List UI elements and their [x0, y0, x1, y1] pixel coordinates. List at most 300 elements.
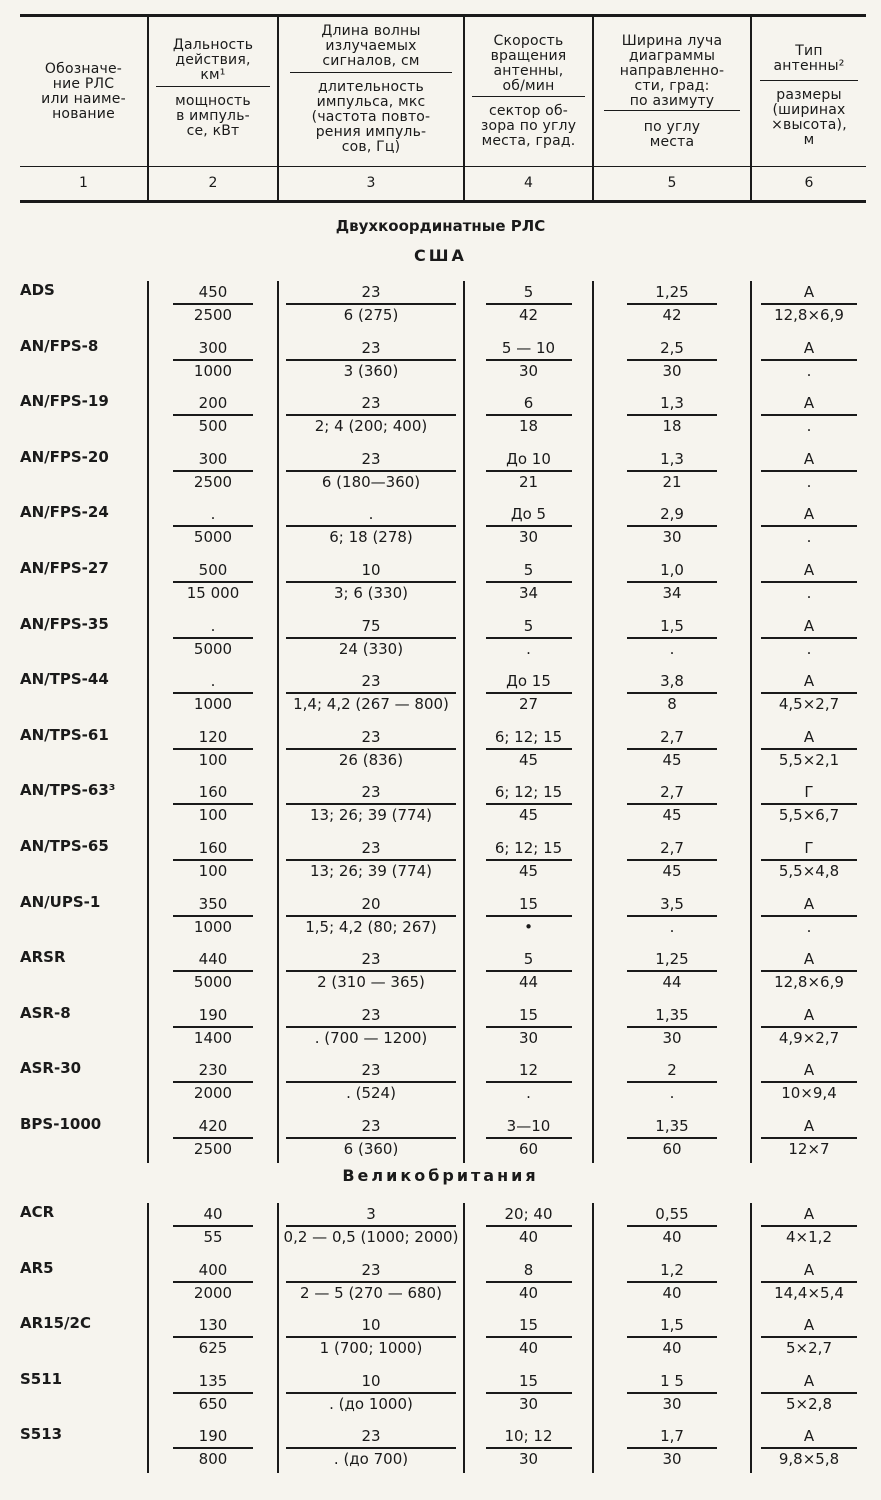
fraction-cell-c3: [279, 503, 463, 546]
header-col2-bot: мощность в импуль- се, кВт: [175, 93, 251, 139]
cell-denominator: 10×9,4: [781, 1084, 837, 1103]
fraction-cell-c4: [465, 337, 592, 380]
fraction-cell-c5: [594, 1259, 750, 1302]
fraction-cell-c5: [594, 337, 750, 380]
cell-denominator: 1000: [193, 361, 233, 380]
cell-numerator: А: [803, 449, 815, 468]
cell-denominator: 40: [518, 1339, 539, 1358]
fraction-cell-c2: [149, 503, 277, 546]
cell-denominator: 6; 18 (278): [329, 528, 413, 547]
radar-name: AR5: [20, 1258, 54, 1277]
cell-denominator: . (524): [346, 1084, 396, 1103]
table-row: [0, 837, 881, 893]
cell-denominator: 4,9×2,7: [778, 1028, 840, 1047]
header-col6: [752, 44, 866, 74]
cell-denominator: 30: [662, 361, 682, 380]
fraction-cell-c6: [752, 281, 866, 324]
radar-name: AN/FPS-20: [20, 447, 109, 466]
cell-numerator: 160: [198, 839, 228, 857]
cell-numerator: 190: [198, 1427, 228, 1446]
cell-denominator: 13; 26; 39 (774): [309, 862, 432, 880]
fraction-cell-c2: [149, 281, 277, 324]
fraction-cell-c4: [465, 615, 592, 658]
cell-numerator: 23: [361, 950, 381, 969]
cell-numerator: 1,3: [660, 449, 684, 468]
header-col3-bottom: [279, 80, 463, 155]
header-col5-bottom: [594, 120, 750, 150]
cell-denominator: 40: [518, 1228, 539, 1246]
fraction-cell-c4: [465, 948, 592, 991]
fraction-cell-c5: [594, 559, 750, 602]
fraction-cell-c3: [279, 1425, 463, 1468]
cell-denominator: 12×7: [788, 1140, 830, 1158]
cell-denominator: 5×2,7: [786, 1339, 832, 1358]
cell-numerator: 10: [361, 561, 381, 579]
section-title: Двухкоординатные РЛС: [335, 217, 546, 235]
cell-numerator: 400: [198, 1260, 228, 1279]
cell-numerator: А: [803, 894, 815, 913]
cell-numerator: 5: [523, 283, 534, 301]
cell-denominator: 40: [518, 1283, 539, 1302]
cell-numerator: .: [210, 505, 216, 524]
cell-denominator: •: [524, 917, 533, 936]
cell-denominator: 2 — 5 (270 — 680): [300, 1283, 442, 1302]
fraction-cell-c3: [279, 281, 463, 324]
cell-numerator: 5: [523, 616, 534, 635]
cell-numerator: А: [803, 394, 815, 413]
cell-numerator: До 10: [506, 449, 551, 468]
table-row: [0, 448, 881, 504]
fraction-cell-c6: [752, 1203, 866, 1246]
fraction-cell-c5: [594, 893, 750, 936]
cell-denominator: 1 (700; 1000): [319, 1339, 423, 1358]
fraction-cell-c2: [149, 559, 277, 602]
cell-denominator: .: [669, 639, 675, 658]
cell-denominator: 9,8×5,8: [778, 1450, 840, 1469]
cell-numerator: 300: [198, 338, 228, 357]
fraction-cell-c4: [465, 837, 592, 880]
radar-name: AN/FPS-27: [20, 559, 109, 577]
header-col6-bot: размеры (ширинах ×высота), м: [771, 87, 847, 148]
fraction-cell-c3: [279, 1004, 463, 1047]
fraction-cell-c6: [752, 1314, 866, 1357]
fraction-cell-c3: [279, 1059, 463, 1102]
cell-numerator: 2: [667, 1061, 677, 1080]
cell-denominator: 1,4; 4,2 (267 — 800): [293, 695, 449, 714]
header-col3-divider: [290, 72, 452, 73]
radar-name: ARSR: [20, 948, 66, 967]
header-col4-bot: сектор об- зора по углу места, град.: [480, 103, 577, 149]
fraction-cell-c5: [594, 1203, 750, 1246]
fraction-cell-c4: [465, 670, 592, 713]
cell-denominator: 6 (180—360): [321, 472, 421, 491]
cell-denominator: 2500: [193, 1140, 233, 1158]
cell-denominator: 13; 26; 39 (774): [309, 806, 432, 825]
cell-denominator: 26 (836): [338, 750, 404, 769]
cell-numerator: .: [210, 672, 216, 691]
fraction-cell-c2: [149, 893, 277, 936]
header-number: 2: [208, 175, 218, 191]
fraction-cell-c5: [594, 1425, 750, 1468]
cell-denominator: .: [806, 361, 812, 380]
fraction-cell-c4: [465, 1203, 592, 1246]
cell-denominator: 1000: [193, 917, 233, 936]
cell-denominator: 0,2 — 0,5 (1000; 2000): [283, 1228, 459, 1246]
cell-denominator: 14,4×5,4: [774, 1283, 844, 1302]
header-number: 3: [366, 175, 376, 191]
cell-numerator: 23: [361, 338, 381, 357]
cell-denominator: 4×1,2: [786, 1228, 832, 1246]
fraction-cell-c6: [752, 1370, 866, 1413]
fraction-cell-c2: [149, 448, 277, 491]
fraction-cell-c2: [149, 337, 277, 380]
cell-numerator: 2,7: [660, 727, 684, 746]
cell-numerator: 5 — 10: [501, 338, 556, 357]
cell-numerator: 130: [198, 1316, 228, 1335]
cell-denominator: 45: [662, 806, 682, 825]
cell-numerator: 23: [361, 1260, 381, 1279]
cell-numerator: 2,9: [660, 505, 684, 524]
radar-name: AN/FPS-19: [20, 392, 109, 411]
fraction-cell-c2: [149, 1425, 277, 1468]
radar-name: AN/TPS-63³: [20, 781, 116, 800]
fraction-cell-c4: [465, 281, 592, 324]
fraction-cell-c3: [279, 1370, 463, 1413]
cell-numerator: 23: [361, 783, 381, 802]
fraction-cell-c6: [752, 448, 866, 491]
cell-numerator: До 5: [510, 505, 547, 524]
table-row: [0, 1115, 881, 1171]
cell-denominator: 30: [662, 528, 682, 547]
cell-numerator: А: [803, 950, 815, 969]
cell-denominator: 24 (330): [338, 639, 404, 658]
header-col2: [149, 38, 277, 83]
cell-numerator: 5: [523, 950, 534, 969]
cell-denominator: 21: [662, 472, 682, 491]
fraction-cell-c6: [752, 559, 866, 602]
cell-denominator: 4,5×2,7: [778, 695, 840, 714]
fraction-cell-c5: [594, 837, 750, 880]
fraction-cell-c5: [594, 448, 750, 491]
fraction-cell-c3: [279, 448, 463, 491]
fraction-cell-c4: [465, 559, 592, 602]
cell-numerator: 0,55: [655, 1205, 689, 1223]
cell-denominator: .: [806, 917, 812, 936]
cell-denominator: 21: [518, 472, 539, 491]
cell-denominator: 30: [662, 1028, 682, 1047]
cell-numerator: 1,5: [660, 616, 684, 635]
table-row: [0, 337, 881, 393]
cell-denominator: 40: [662, 1283, 682, 1302]
cell-numerator: 75: [361, 616, 381, 635]
cell-numerator: 3—10: [506, 1117, 551, 1135]
cell-numerator: А: [803, 1205, 815, 1223]
fraction-cell-c6: [752, 1425, 866, 1468]
header-col2-top: Дальность действия, км¹: [172, 37, 254, 83]
cell-denominator: 5000: [193, 528, 233, 547]
table-row: [0, 1425, 881, 1481]
cell-numerator: 450: [198, 283, 228, 301]
cell-numerator: 12: [518, 1061, 539, 1080]
cell-denominator: 2; 4 (200; 400): [314, 417, 428, 436]
cell-numerator: 420: [198, 1117, 228, 1135]
cell-denominator: 2000: [193, 1283, 233, 1302]
fraction-cell-c4: [465, 1115, 592, 1158]
cell-denominator: 45: [662, 862, 682, 880]
cell-numerator: 6; 12; 15: [494, 727, 563, 746]
fraction-cell-c5: [594, 1059, 750, 1102]
fraction-cell-c5: [594, 1115, 750, 1158]
radar-name: ACR: [20, 1203, 55, 1221]
table-row: [0, 1203, 881, 1259]
header-number: 5: [667, 175, 677, 191]
cell-denominator: 8: [667, 695, 677, 714]
cell-denominator: 55: [203, 1228, 223, 1246]
fraction-cell-c3: [279, 1314, 463, 1357]
table-row: [0, 559, 881, 615]
cell-denominator: 5,5×2,1: [778, 750, 840, 769]
cell-numerator: 500: [198, 561, 228, 579]
fraction-cell-c6: [752, 948, 866, 991]
cell-numerator: .: [368, 505, 374, 524]
fraction-cell-c4: [465, 392, 592, 435]
cell-denominator: 15 000: [186, 584, 240, 602]
fraction-cell-c3: [279, 559, 463, 602]
cell-numerator: 120: [198, 727, 228, 746]
radar-name: AN/FPS-8: [20, 336, 99, 355]
radar-name: AN/TPS-65: [20, 837, 109, 855]
cell-denominator: 18: [662, 417, 682, 436]
cell-denominator: 44: [518, 973, 539, 992]
cell-denominator: 3 (360): [343, 361, 399, 380]
cell-denominator: . (до 1000): [329, 1394, 413, 1413]
cell-denominator: 30: [662, 1394, 682, 1413]
cell-denominator: 42: [518, 306, 539, 324]
header-number: 4: [524, 175, 533, 191]
header-col2-divider: [156, 86, 270, 87]
cell-numerator: 23: [361, 1061, 381, 1080]
table-row: [0, 281, 881, 337]
cell-denominator: 40: [662, 1228, 682, 1246]
cell-denominator: 30: [518, 1028, 539, 1047]
fraction-cell-c6: [752, 392, 866, 435]
cell-denominator: 45: [518, 862, 539, 880]
cell-numerator: 23: [361, 1005, 381, 1024]
cell-denominator: 30: [518, 361, 539, 380]
cell-denominator: .: [806, 472, 812, 491]
header-col2-bottom: [149, 94, 277, 139]
fraction-cell-c2: [149, 948, 277, 991]
fraction-cell-c3: [279, 837, 463, 880]
cell-numerator: 23: [361, 727, 381, 746]
header-col5: [594, 34, 750, 109]
cell-numerator: 6: [523, 394, 534, 413]
radar-name: AN/UPS-1: [20, 892, 101, 911]
header-col6-divider: [760, 80, 858, 81]
cell-numerator: 3,8: [660, 672, 684, 691]
cell-denominator: 45: [662, 750, 682, 769]
radar-name: ADS: [20, 281, 55, 299]
cell-denominator: .: [806, 639, 812, 658]
cell-numerator: 10: [361, 1371, 381, 1390]
fraction-cell-c4: [465, 448, 592, 491]
fraction-cell-c6: [752, 893, 866, 936]
cell-denominator: 6 (360): [343, 1140, 399, 1158]
fraction-cell-c2: [149, 1203, 277, 1246]
fraction-cell-c5: [594, 615, 750, 658]
header-col5-top: Ширина луча диаграммы направленно- сти, град: по азимуту: [619, 33, 725, 109]
fraction-cell-c3: [279, 1259, 463, 1302]
cell-numerator: А: [803, 1260, 815, 1279]
header-col4-top: Скорость вращения антенны, об/мин: [490, 33, 567, 94]
cell-numerator: Г: [804, 783, 814, 802]
cell-denominator: 5×2,8: [786, 1394, 832, 1413]
cell-numerator: 23: [361, 1427, 381, 1446]
fraction-cell-c4: [465, 1370, 592, 1413]
table-row: [0, 1004, 881, 1060]
cell-numerator: 230: [198, 1061, 228, 1080]
fraction-cell-c6: [752, 1259, 866, 1302]
cell-denominator: 30: [518, 1450, 539, 1469]
fraction-cell-c5: [594, 1004, 750, 1047]
fraction-cell-c5: [594, 948, 750, 991]
cell-denominator: 800: [198, 1450, 228, 1469]
cell-denominator: 1000: [193, 695, 233, 714]
cell-denominator: . (700 — 1200): [314, 1028, 428, 1047]
cell-numerator: А: [803, 1316, 815, 1335]
cell-numerator: 1,3: [660, 394, 684, 413]
cell-denominator: 1400: [193, 1028, 233, 1047]
cell-denominator: 45: [518, 750, 539, 769]
table-row: [0, 781, 881, 837]
fraction-cell-c3: [279, 337, 463, 380]
table-row: [0, 1370, 881, 1426]
cell-denominator: .: [806, 584, 812, 602]
cell-denominator: 34: [518, 584, 539, 602]
cell-denominator: 5,5×6,7: [778, 806, 840, 825]
fraction-cell-c4: [465, 893, 592, 936]
cell-numerator: А: [803, 505, 815, 524]
cell-numerator: 3,5: [660, 894, 684, 913]
fraction-cell-c6: [752, 615, 866, 658]
country-heading: Великобритания: [342, 1166, 539, 1185]
cell-denominator: 30: [518, 528, 539, 547]
cell-numerator: А: [803, 1117, 815, 1135]
radar-name: ASR-8: [20, 1003, 71, 1022]
fraction-cell-c2: [149, 837, 277, 880]
cell-numerator: А: [803, 672, 815, 691]
cell-numerator: 2,7: [660, 783, 684, 802]
cell-numerator: 135: [198, 1371, 228, 1390]
fraction-cell-c4: [465, 726, 592, 769]
cell-denominator: 1,5; 4,2 (80; 267): [305, 917, 437, 936]
cell-denominator: . (до 700): [333, 1450, 409, 1469]
fraction-cell-c3: [279, 1115, 463, 1158]
fraction-cell-c3: [279, 615, 463, 658]
fraction-cell-c5: [594, 670, 750, 713]
cell-denominator: 100: [198, 806, 228, 825]
cell-denominator: 5000: [193, 639, 233, 658]
table-row: [0, 503, 881, 559]
cell-numerator: 1,7: [660, 1427, 684, 1446]
cell-denominator: 60: [662, 1140, 682, 1158]
cell-numerator: 1,25: [655, 950, 689, 969]
fraction-cell-c4: [465, 1004, 592, 1047]
fraction-cell-c2: [149, 615, 277, 658]
cell-numerator: 1,35: [655, 1117, 689, 1135]
cell-numerator: 10; 12: [504, 1427, 553, 1446]
cell-numerator: 300: [198, 449, 228, 468]
radar-name: AN/FPS-35: [20, 614, 109, 633]
cell-denominator: 3; 6 (330): [333, 584, 408, 602]
fraction-cell-c4: [465, 1425, 592, 1468]
cell-numerator: 23: [361, 672, 381, 691]
fraction-cell-c6: [752, 1059, 866, 1102]
cell-numerator: .: [210, 616, 216, 635]
cell-numerator: А: [803, 1005, 815, 1024]
cell-denominator: 2 (310 — 365): [317, 973, 425, 992]
header-col4: [465, 34, 592, 94]
cell-denominator: 5,5×4,8: [778, 862, 840, 880]
fraction-cell-c5: [594, 281, 750, 324]
cell-denominator: .: [526, 639, 531, 658]
cell-numerator: 160: [198, 783, 228, 802]
radar-name: S513: [20, 1425, 63, 1444]
cell-numerator: 1,0: [660, 561, 684, 579]
cell-denominator: 100: [198, 750, 228, 769]
cell-denominator: 45: [518, 806, 539, 825]
fraction-cell-c6: [752, 726, 866, 769]
header-col5-bot: по углу места: [643, 119, 701, 150]
cell-denominator: .: [806, 528, 812, 547]
cell-denominator: 500: [198, 417, 228, 436]
fraction-cell-c2: [149, 726, 277, 769]
fraction-cell-c6: [752, 670, 866, 713]
fraction-cell-c5: [594, 726, 750, 769]
radar-name: AR15/2C: [20, 1314, 91, 1333]
cell-numerator: 40: [203, 1205, 223, 1223]
cell-numerator: 23: [361, 283, 381, 301]
cell-numerator: А: [803, 1371, 815, 1390]
fraction-cell-c3: [279, 1203, 463, 1246]
fraction-cell-c2: [149, 1259, 277, 1302]
fraction-cell-c4: [465, 1059, 592, 1102]
cell-numerator: 20; 40: [504, 1205, 553, 1223]
cell-denominator: .: [669, 1084, 675, 1103]
fraction-cell-c2: [149, 670, 277, 713]
fraction-cell-c6: [752, 337, 866, 380]
country-heading: США: [414, 246, 467, 265]
cell-denominator: 18: [518, 417, 539, 436]
cell-numerator: 15: [518, 894, 539, 913]
cell-denominator: 60: [518, 1140, 539, 1158]
radar-name: S511: [20, 1369, 63, 1388]
fraction-cell-c2: [149, 1314, 277, 1357]
radar-name: ASR-30: [20, 1059, 82, 1078]
table-row: [0, 615, 881, 671]
cell-denominator: .: [669, 917, 675, 936]
table-row: [0, 392, 881, 448]
table-row: [0, 1059, 881, 1115]
cell-denominator: 44: [662, 973, 682, 992]
fraction-cell-c5: [594, 1370, 750, 1413]
header-col6-bottom: [752, 88, 866, 148]
cell-numerator: А: [803, 283, 815, 301]
header-col4-bottom: [465, 104, 592, 149]
cell-numerator: 350: [198, 894, 228, 913]
cell-denominator: 30: [662, 1450, 682, 1469]
table-row: [0, 726, 881, 782]
